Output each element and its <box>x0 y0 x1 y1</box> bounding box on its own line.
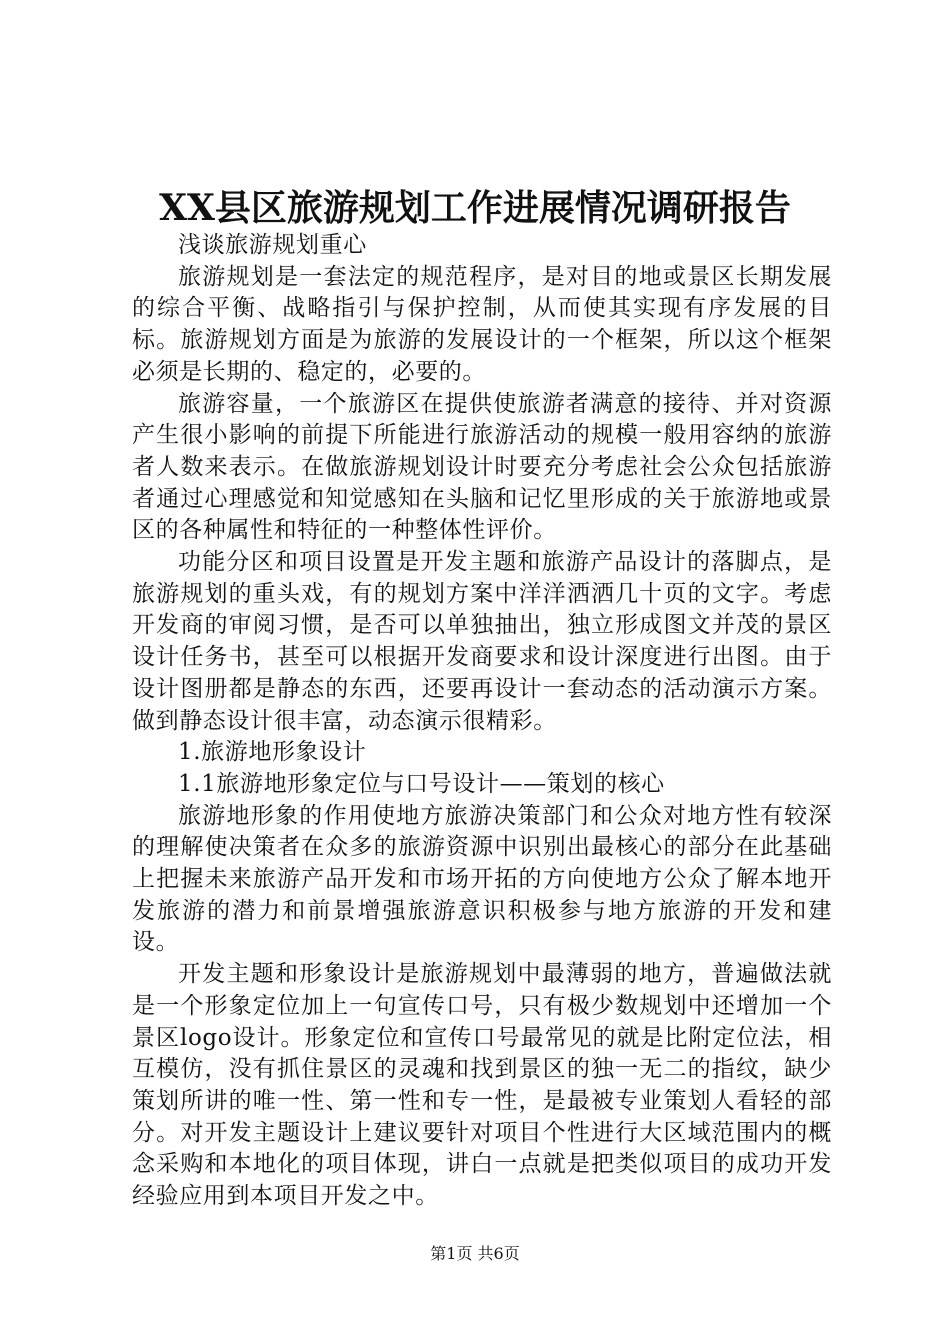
section-heading: 浅谈旅游规划重心 <box>178 232 367 258</box>
body-paragraph: 开发主题和形象设计是旅游规划中最薄弱的地方，普遍做法就是一个形象定位加上一句宣传口号，只有极少数规划中还增加一个景区logo设计。形象定位和宣传口号最常见的就是比附定位法，相互模仿，没有抓住景区的灵魂和找到景区的独一无二的指纹，缺少策划所讲的唯一性、第一性和专一性，是最被专业策划人看轻的部分。对开发主题设计上建议要针对项目个性进行大区域范围内的概念采购和本地化的项目体现，讲白一点就是把类似项目的成功开发经验应用到本项目开发之中。 <box>132 961 832 1210</box>
body-paragraph: 旅游地形象的作用使地方旅游决策部门和公众对地方性有较深的理解使决策者在众多的旅游资源中识别出最核心的部分在此基础上把握未来旅游产品开发和市场开拓的方向使地方公众了解本地开发旅游的潜力和前景增强旅游意识积极参与地方旅游的开发和建设。 <box>132 802 832 956</box>
body-paragraph: 旅游规划是一套法定的规范程序，是对目的地或景区长期发展的综合平衡、战略指引与保护控制，从而使其实现有序发展的目标。旅游规划方面是为旅游的发展设计的一个框架，所以这个框架必须是长期的、稳定的，必要的。 <box>132 263 832 385</box>
subsection-heading: 1.1旅游地形象定位与口号设计——策划的核心 <box>178 770 665 797</box>
document-body <box>132 230 832 1213</box>
page-number-footer: 第1页 共6页 <box>430 1244 520 1263</box>
document-title: XX县区旅游规划工作进展情况调研报告 <box>159 187 791 229</box>
body-paragraph: 旅游容量，一个旅游区在提供使旅游者满意的接待、并对资源产生很小影响的前提下所能进行旅游活动的规模一般用容纳的旅游者人数来表示。在做旅游规划设计时要充分考虑社会公众包括旅游者通过心理感觉和知觉感知在头脑和记忆里形成的关于旅游地或景区的各种属性和特征的一种整体性评价。 <box>132 390 832 544</box>
body-paragraph: 功能分区和项目设置是开发主题和旅游产品设计的落脚点，是旅游规划的重头戏，有的规划方案中洋洋洒洒几十页的文字。考虑开发商的审阅习惯，是否可以单独抽出，独立形成图文并茂的景区设计任务书，甚至可以根据开发商要求和设计深度进行出图。由于设计图册都是静态的东西，还要再设计一套动态的活动演示方案。做到静态设计很丰富，动态演示很精彩。 <box>132 549 832 734</box>
section-heading: 1.旅游地形象设计 <box>178 739 367 766</box>
